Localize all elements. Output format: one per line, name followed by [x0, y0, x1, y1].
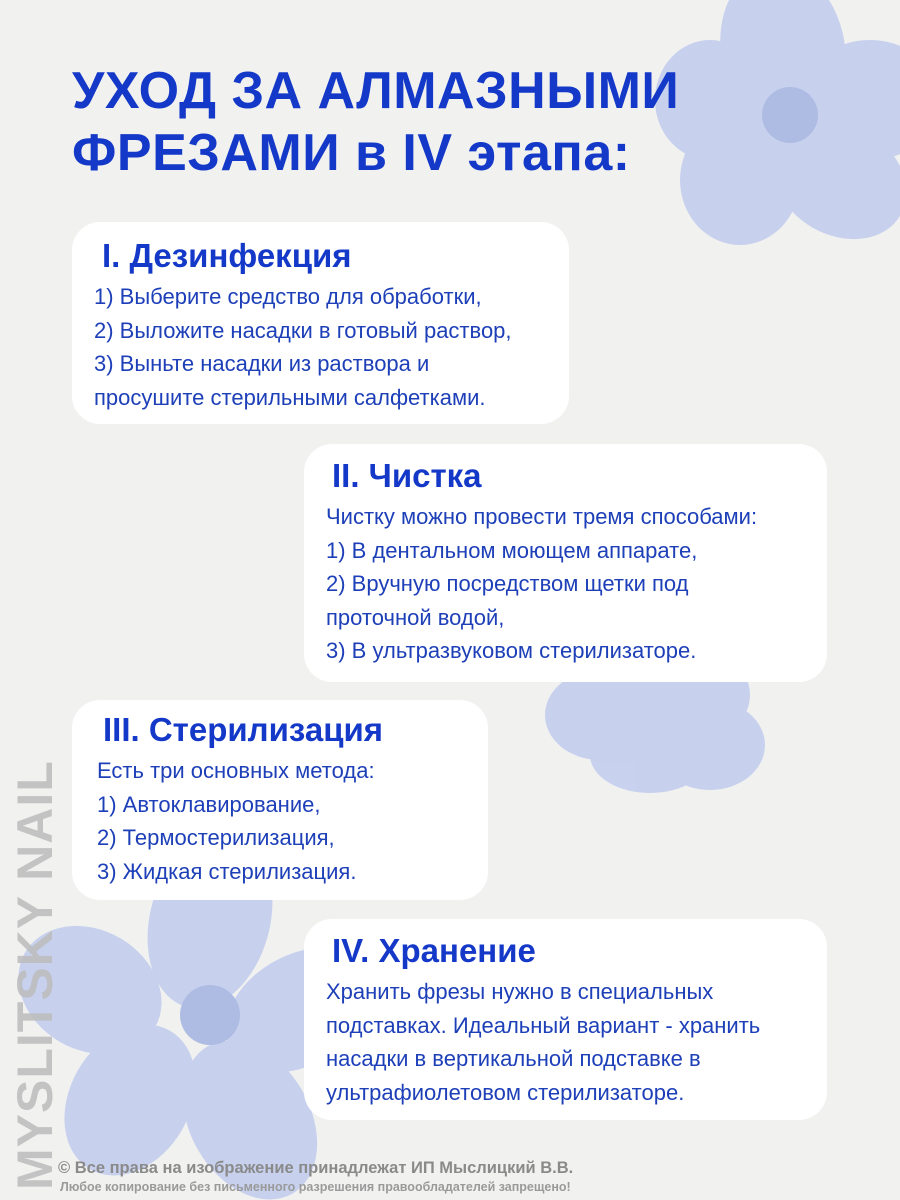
card-heading: II. Чистка [332, 457, 482, 494]
card-line: 1) Автоклавирование, [97, 791, 321, 817]
copyright-text: © Все права на изображение принадлежат ИП Мыслицкий В.В. [58, 1159, 574, 1177]
copy-notice-text: Любое копирование без письменного разрешения правообладателей запрещено! [60, 1180, 571, 1194]
card-line: проточной водой, [326, 604, 505, 630]
card-line: 2) Вручную посредством щетки под [326, 571, 689, 596]
card-line: 2) Выложите насадки в готовый раствор, [94, 317, 512, 343]
card-heading: III. Стерилизация [103, 711, 384, 748]
card-line: насадки в вертикальной подставке в [326, 1046, 701, 1071]
card-line: 1) Выберите средство для обработки, [94, 284, 482, 309]
title-line-1: УХОД ЗА АЛМАЗНЫМИ [72, 62, 680, 120]
card-line: подставках. Идеальный вариант - хранить [326, 1012, 761, 1038]
card-disinfection [72, 222, 569, 424]
card-cleaning [304, 444, 827, 682]
card-line: просушите стерильными салфетками. [94, 384, 486, 410]
card-line: Хранить фрезы нужно в специальных [326, 979, 714, 1004]
card-line: 3) Выньте насадки из раствора и [94, 351, 430, 376]
card-line: Есть три основных метода: [97, 758, 375, 783]
card-line: 2) Термостерилизация, [97, 825, 335, 850]
card-line: Чистку можно провести тремя способами: [326, 504, 758, 529]
card-line: 3) Жидкая стерилизация. [97, 858, 357, 884]
card-line: 3) В ультразвуковом стерилизаторе. [326, 638, 697, 663]
page-title [72, 60, 679, 184]
card-heading: I. Дезинфекция [102, 237, 352, 274]
title-line-2: ФРЕЗАМИ в IV этапа: [72, 124, 631, 182]
brand-watermark: MYSLITSKY NAIL [7, 760, 63, 1190]
card-line: 1) В дентальном моющем аппарате, [326, 537, 698, 563]
card-line: ультрафиолетовом стерилизаторе. [326, 1079, 685, 1105]
card-storage [304, 919, 827, 1120]
card-heading: IV. Хранение [332, 932, 536, 969]
card-sterilization [72, 700, 488, 900]
